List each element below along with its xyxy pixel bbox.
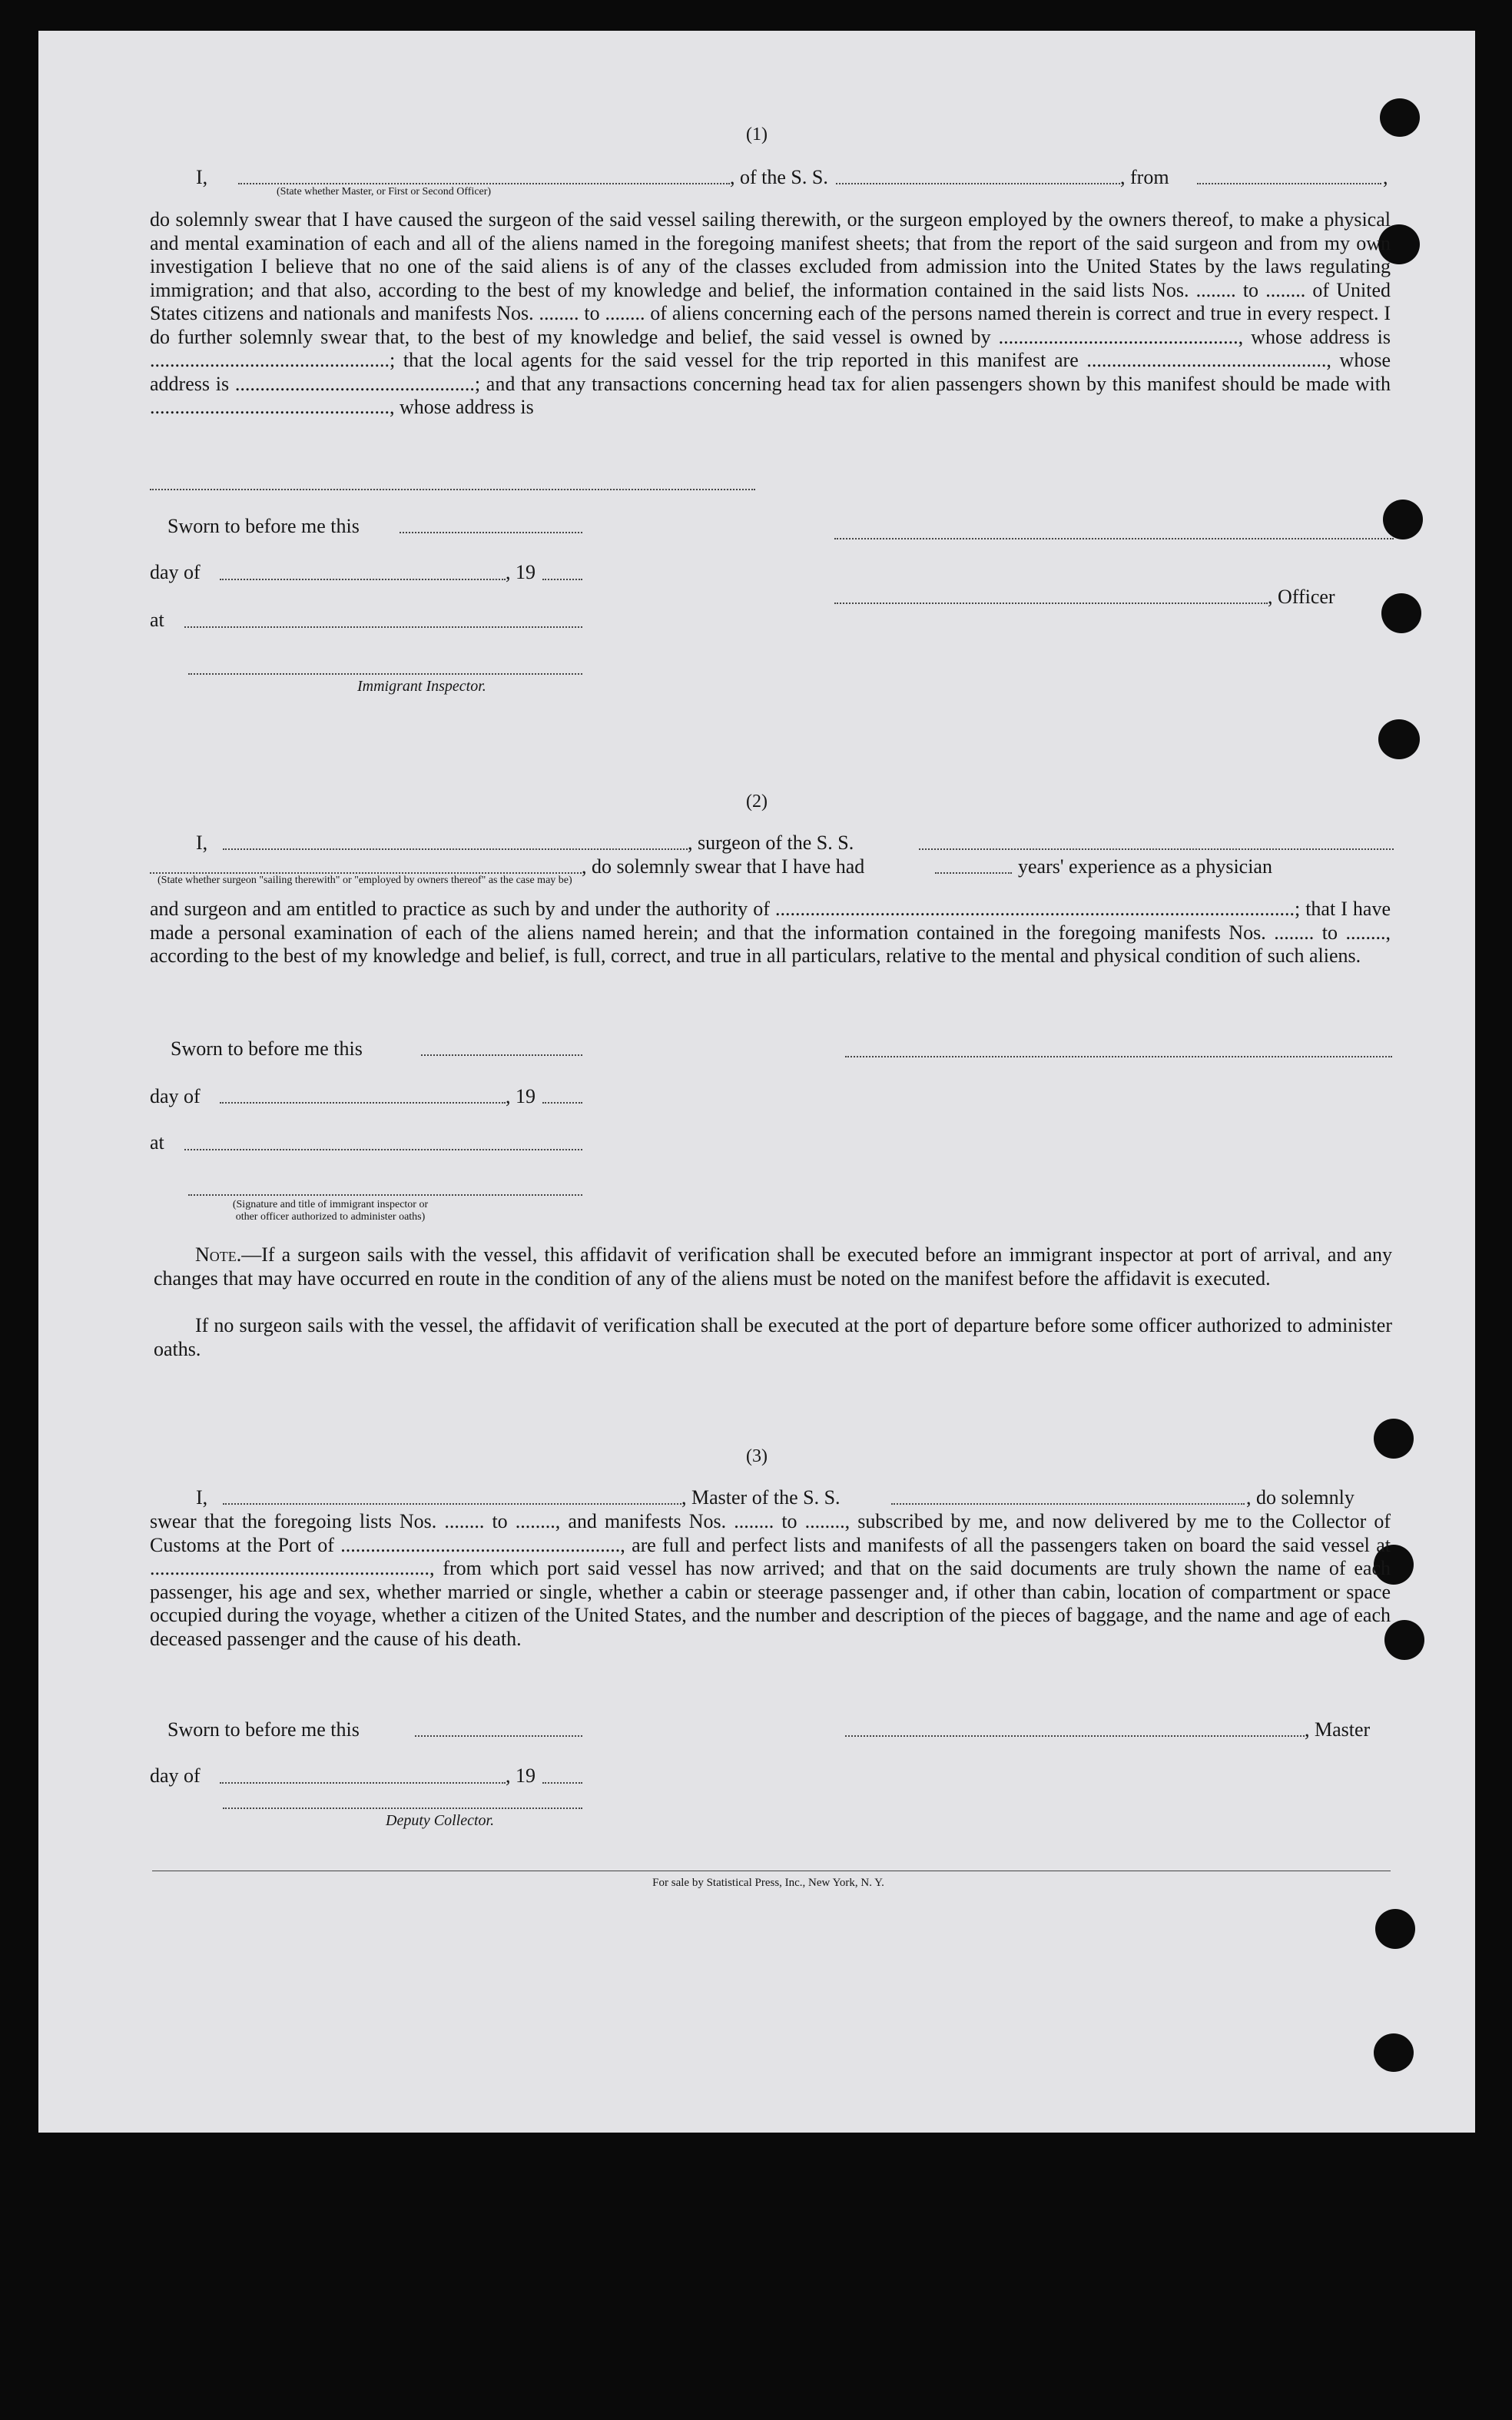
sworn-label: Sworn to before me this <box>167 515 360 537</box>
from-blank <box>1197 183 1381 184</box>
comma: , <box>1383 166 1388 188</box>
binder-hole <box>1374 1419 1414 1459</box>
at-blank <box>184 1149 582 1150</box>
name-blank <box>238 183 730 184</box>
binder-hole <box>1374 2033 1414 2072</box>
note-label: Note. <box>195 1243 242 1266</box>
binder-hole <box>1381 593 1421 633</box>
master-label: , Master <box>1305 1718 1371 1741</box>
day-of-label: day of <box>150 1764 201 1787</box>
collector-sign-blank <box>223 1808 582 1809</box>
ship-blank <box>891 1503 1245 1505</box>
sworn-label: Sworn to before me this <box>167 1718 360 1741</box>
sig-hint-line1: (Signature and title of immigrant inspector or <box>232 1199 429 1210</box>
years-label: years' experience as a physician <box>1018 855 1272 878</box>
day-of-label: day of <box>150 561 201 583</box>
sworn-blank <box>400 532 582 533</box>
years-blank <box>935 872 1012 874</box>
officer-label: , Officer <box>1268 586 1335 608</box>
inspector-sign-blank <box>188 673 582 675</box>
section-number: (3) <box>746 1446 768 1466</box>
at-label: at <box>150 609 164 631</box>
year-blank <box>542 1782 582 1784</box>
capacity-blank <box>150 872 582 874</box>
officer-sign-blank <box>834 538 1394 539</box>
day-blank <box>220 1782 506 1784</box>
binder-hole <box>1383 500 1423 539</box>
surgeon-sign-blank <box>845 1056 1392 1057</box>
solemnly-label: , do solemnly <box>1246 1486 1354 1509</box>
document-page <box>38 31 1475 2133</box>
field-hint: (State whether surgeon "sailing therewith" or "employed by owners thereof" as the case may be) <box>158 875 572 886</box>
ship-blank <box>919 848 1394 850</box>
officer-blank <box>834 603 1268 604</box>
at-blank <box>184 626 582 628</box>
name-blank <box>223 848 688 850</box>
of-ss-label: , of the S. S. <box>730 166 828 188</box>
i-label: I, <box>196 166 208 188</box>
note-paragraph <box>154 1243 1392 1290</box>
collector-label: Deputy Collector. <box>386 1812 495 1829</box>
sworn-label: Sworn to before me this <box>171 1037 363 1060</box>
section-number: (2) <box>746 792 768 812</box>
name-blank <box>223 1503 681 1505</box>
master-sign-blank <box>845 1735 1305 1737</box>
year-blank <box>542 579 582 580</box>
year-label: , 19 <box>506 1085 536 1107</box>
master-of-label: , Master of the S. S. <box>681 1486 841 1509</box>
at-label: at <box>150 1131 164 1154</box>
binder-hole <box>1375 1909 1415 1949</box>
day-blank <box>220 1102 506 1104</box>
oath-paragraph: swear that the foregoing lists Nos. ........ to ........, and manifests Nos. ........ to ........, subscribed by me, and now delivered by me to the Collector of Customs at the Port of ........................................................, are full and perfect lists and manifests of all the passengers taken on board the said vessel at ........................................................, from which port said vessel has now arrived; and that on the said documents are truly shown the name of each passenger, his age and sex, whether married or single, whether a cabin or steerage passenger and, if other than cabin, location of compartment or space occupied during the voyage, whether a citizen of the United States, and the number and description of the pieces of baggage, and the name and age of each deceased passenger and the cause of his death. <box>150 1510 1391 1650</box>
note-text: —If a surgeon sails with the vessel, this affidavit of verification shall be executed before an immigrant inspector at port of arrival, and any changes that may have occurred en route in the condition of any of the aliens must be noted on the manifest before the affidavit is executed. <box>154 1243 1392 1290</box>
inspector-label: Immigrant Inspector. <box>357 678 486 695</box>
oath-paragraph: do solemnly swear that I have caused the surgeon of the said vessel sailing therewith, or the surgeon employed by the owners thereof, to make a physical and mental examination of each and all of the aliens named in the foregoing manifest sheets; that from the report of the said surgeon and from my own investigation I believe that no one of the said aliens is of any of the classes excluded from admission into the United States by the laws regulating immigration; and that also, according to the best of my knowledge and belief, the information contained in the said lists Nos. ........ to ........ of United States citizens and nationals and manifests Nos. ........ to ........ of aliens concerning each of the persons named therein is correct and true in every respect. I do further solemnly swear that, to the best of my knowledge and belief, the said vessel is owned by ................................................, whose address is ................................................; that the local agents for the said vessel for the trip reported in this manifest are ................................................, whose address is ................................................; and that any transactions concerning head tax for alien passengers shown by this manifest should be made with ................................................, whose address is <box>150 208 1391 418</box>
oath-paragraph: and surgeon and am entitled to practice as such by and under the authority of ........................................................................................................; that I have made a personal examination of each of the aliens named herein; and that the information contained in the foregoing manifests Nos. ........ to ........, according to the best of my knowledge and belief, is full, correct, and true in all particulars, relative to the mental and physical condition of such aliens. <box>150 898 1391 967</box>
sworn-blank <box>415 1735 582 1737</box>
note-paragraph-2: If no surgeon sails with the vessel, the affidavit of verification shall be executed at the port of departure before some officer authorized to administer oaths. <box>154 1314 1392 1360</box>
section-number: (1) <box>746 124 768 144</box>
i-label: I, <box>196 1486 208 1509</box>
sworn-blank <box>421 1054 582 1056</box>
swear-label: , do solemnly swear that I have had <box>582 855 865 878</box>
address-blank <box>150 489 755 490</box>
surgeon-of-label: , surgeon of the S. S. <box>688 832 854 854</box>
printer-imprint: For sale by Statistical Press, Inc., New York, N. Y. <box>652 1877 884 1889</box>
day-of-label: day of <box>150 1085 201 1107</box>
binder-hole <box>1378 719 1420 759</box>
from-label: , from <box>1120 166 1169 188</box>
ship-blank <box>836 183 1120 184</box>
binder-hole <box>1380 98 1420 137</box>
authority-sign-blank <box>188 1194 582 1196</box>
field-hint: (State whether Master, or First or Second Officer) <box>277 186 492 198</box>
year-blank <box>542 1102 582 1104</box>
i-label: I, <box>196 832 208 854</box>
year-label: , 19 <box>506 561 536 583</box>
day-blank <box>220 579 506 580</box>
year-label: , 19 <box>506 1764 536 1787</box>
sig-hint-line2: other officer authorized to administer oaths) <box>235 1211 426 1223</box>
